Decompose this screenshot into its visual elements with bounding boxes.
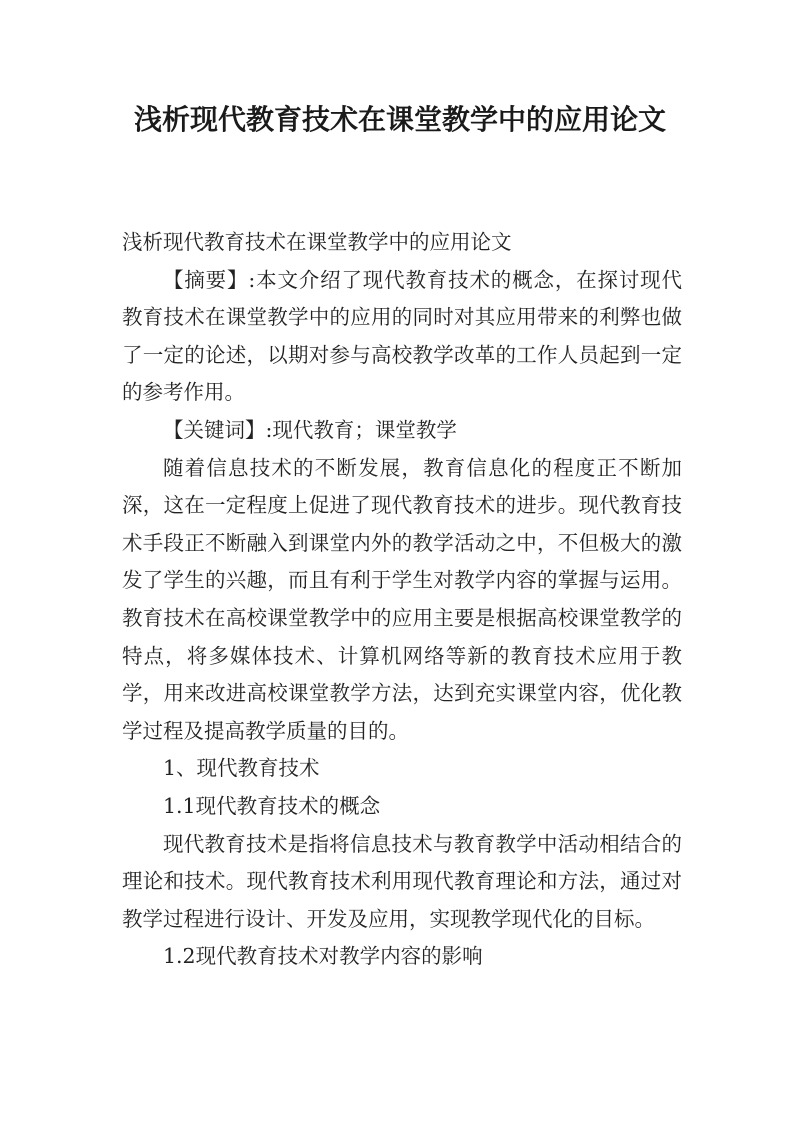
- intro-paragraph: 随着信息技术的不断发展，教育信息化的程度正不断加深，这在一定程度上促进了现代教育技术的进步。现代教育技术手段正不断融入到课堂内外的教学活动之中，不但极大的激发了学生的兴趣，而且有利于学生对教学内容的掌握与运用。教育技术在高校课堂教学中的应用主要是根据高校课堂教学的特点，将多媒体技术、计算机网络等新的教育技术应用于教学，用来改进高校课堂教学方法，达到充实课堂内容，优化教学过程及提高教学质量的目的。: [122, 455, 682, 743]
- keywords-label: 【关键词】:: [163, 417, 273, 442]
- keywords-paragraph: [122, 412, 682, 450]
- document-body: [122, 224, 682, 976]
- section-1-1-heading: 1.1现代教育技术的概念: [163, 793, 381, 818]
- abstract-label: 【摘要】:: [163, 267, 256, 292]
- document-title: 浅析现代教育技术在课堂教学中的应用论文: [133, 103, 666, 136]
- subtitle-line: 浅析现代教育技术在课堂教学中的应用论文: [122, 230, 512, 254]
- abstract-text: 本文介绍了现代教育技术的概念，在探讨现代教育技术在课堂教学中的应用的同时对其应用带来的利弊也做了一定的论述，以期对参与高校教学改革的工作人员起到一定的参考作用。: [122, 267, 682, 405]
- section-1-heading: 1、现代教育技术: [163, 756, 320, 781]
- abstract-paragraph: [122, 262, 682, 412]
- section-1-1-paragraph: 现代教育技术是指将信息技术与教育教学中活动相结合的理论和技术。现代教育技术利用现代教育理论和方法，通过对教学过程进行设计、开发及应用，实现教学现代化的目标。: [122, 831, 682, 931]
- keywords-text: 现代教育；课堂教学: [272, 417, 457, 442]
- section-1-2-heading: 1.2现代教育技术对教学内容的影响: [163, 944, 483, 969]
